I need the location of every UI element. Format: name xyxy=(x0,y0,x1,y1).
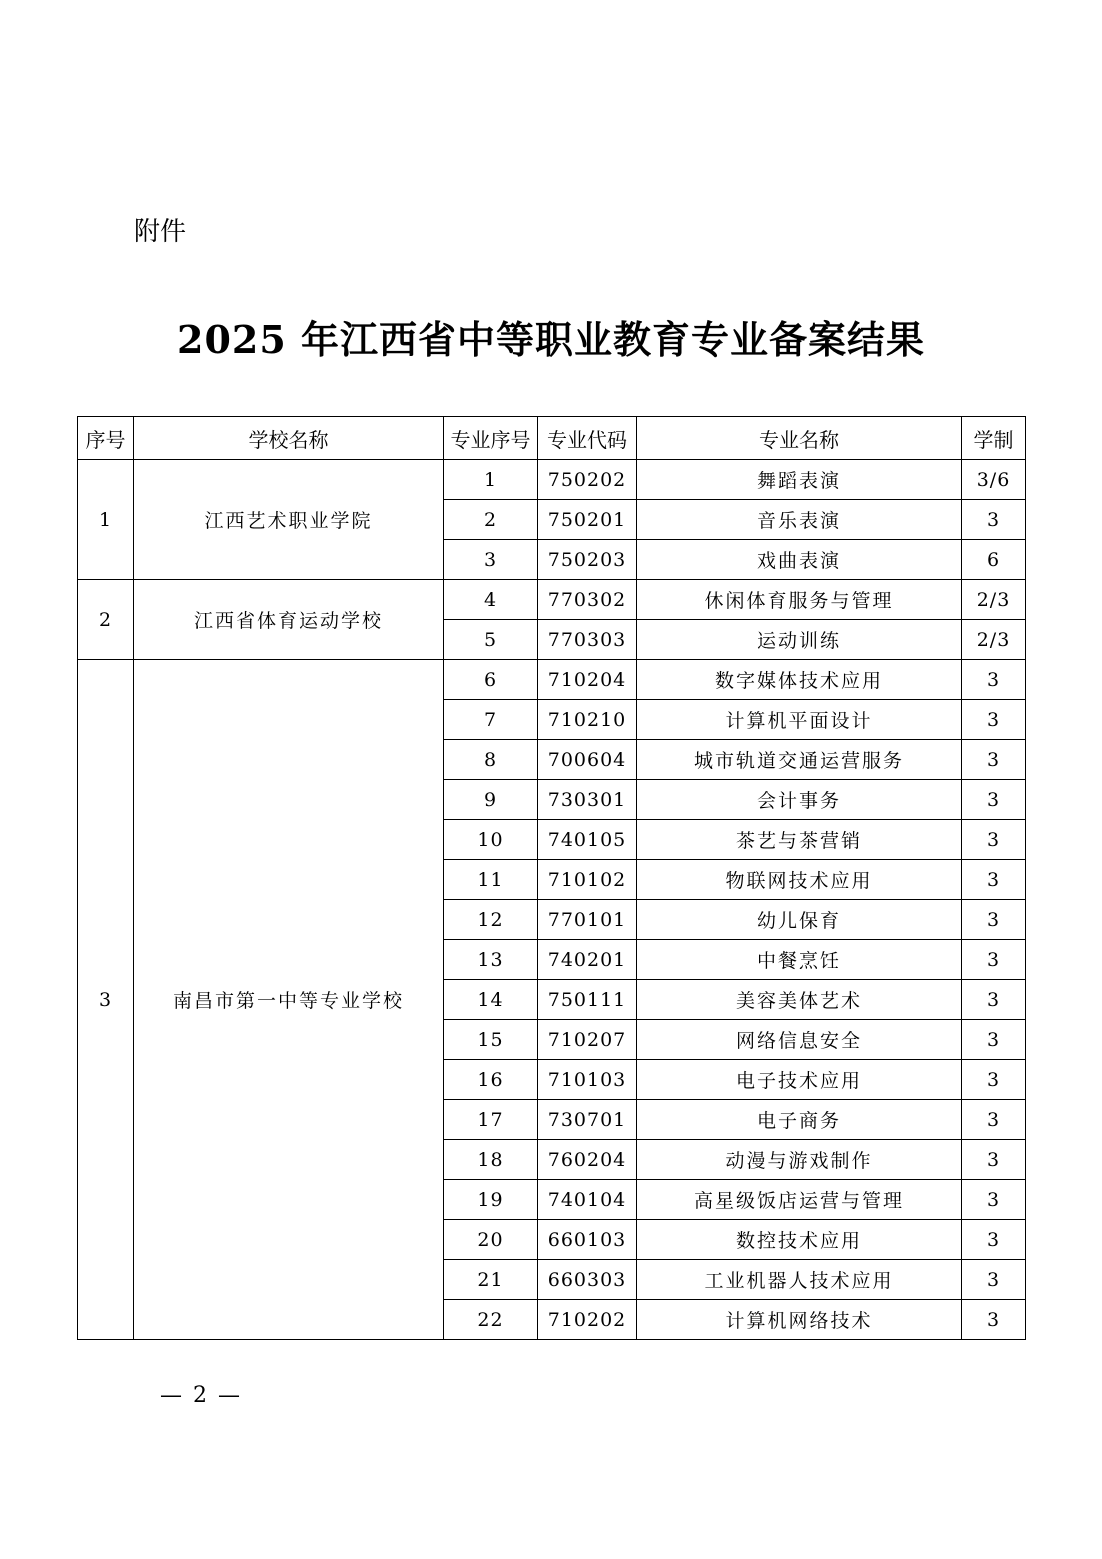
major-seq-cell: 7 xyxy=(444,700,538,740)
duration-cell: 3 xyxy=(962,740,1026,780)
major-seq-cell: 5 xyxy=(444,620,538,660)
major-name-cell: 音乐表演 xyxy=(637,500,962,540)
table-row xyxy=(78,580,1026,620)
header-duration: 学制 xyxy=(962,417,1026,460)
duration-cell: 3 xyxy=(962,660,1026,700)
table-row xyxy=(78,460,1026,500)
school-name-cell: 江西艺术职业学院 xyxy=(134,460,444,580)
major-seq-cell: 14 xyxy=(444,980,538,1020)
major-name-cell: 美容美体艺术 xyxy=(637,980,962,1020)
major-name-cell: 电子商务 xyxy=(637,1100,962,1140)
major-seq-cell: 3 xyxy=(444,540,538,580)
table-header-row xyxy=(78,417,1026,460)
attachment-label: 附件 xyxy=(134,217,187,247)
results-table xyxy=(77,416,1026,1340)
duration-cell: 3 xyxy=(962,1300,1026,1340)
duration-cell: 2/3 xyxy=(962,580,1026,620)
school-seq-cell: 1 xyxy=(78,460,134,580)
major-code-cell: 740201 xyxy=(538,940,637,980)
major-name-cell: 计算机平面设计 xyxy=(637,700,962,740)
major-seq-cell: 15 xyxy=(444,1020,538,1060)
major-code-cell: 700604 xyxy=(538,740,637,780)
header-major-seq: 专业序号 xyxy=(444,417,538,460)
duration-cell: 3 xyxy=(962,900,1026,940)
duration-cell: 3 xyxy=(962,1140,1026,1180)
page-number: — 2 — xyxy=(160,1383,242,1408)
major-name-cell: 网络信息安全 xyxy=(637,1020,962,1060)
major-name-cell: 数字媒体技术应用 xyxy=(637,660,962,700)
duration-cell: 3 xyxy=(962,780,1026,820)
major-seq-cell: 8 xyxy=(444,740,538,780)
major-name-cell: 电子技术应用 xyxy=(637,1060,962,1100)
major-seq-cell: 20 xyxy=(444,1220,538,1260)
major-code-cell: 770302 xyxy=(538,580,637,620)
header-major-code: 专业代码 xyxy=(538,417,637,460)
duration-cell: 3 xyxy=(962,700,1026,740)
header-seq: 序号 xyxy=(78,417,134,460)
major-seq-cell: 11 xyxy=(444,860,538,900)
major-code-cell: 750111 xyxy=(538,980,637,1020)
major-code-cell: 770303 xyxy=(538,620,637,660)
duration-cell: 3 xyxy=(962,980,1026,1020)
major-seq-cell: 10 xyxy=(444,820,538,860)
major-name-cell: 幼儿保育 xyxy=(637,900,962,940)
major-seq-cell: 19 xyxy=(444,1180,538,1220)
major-seq-cell: 22 xyxy=(444,1300,538,1340)
major-seq-cell: 21 xyxy=(444,1260,538,1300)
major-name-cell: 工业机器人技术应用 xyxy=(637,1260,962,1300)
major-name-cell: 中餐烹饪 xyxy=(637,940,962,980)
major-code-cell: 750201 xyxy=(538,500,637,540)
major-seq-cell: 9 xyxy=(444,780,538,820)
duration-cell: 3 xyxy=(962,940,1026,980)
major-code-cell: 770101 xyxy=(538,900,637,940)
duration-cell: 3 xyxy=(962,860,1026,900)
duration-cell: 3 xyxy=(962,1020,1026,1060)
school-seq-cell: 3 xyxy=(78,660,134,1340)
major-code-cell: 710207 xyxy=(538,1020,637,1060)
major-seq-cell: 13 xyxy=(444,940,538,980)
major-code-cell: 750203 xyxy=(538,540,637,580)
major-code-cell: 710103 xyxy=(538,1060,637,1100)
major-code-cell: 710202 xyxy=(538,1300,637,1340)
major-name-cell: 数控技术应用 xyxy=(637,1220,962,1260)
major-seq-cell: 2 xyxy=(444,500,538,540)
major-name-cell: 戏曲表演 xyxy=(637,540,962,580)
major-name-cell: 运动训练 xyxy=(637,620,962,660)
major-name-cell: 城市轨道交通运营服务 xyxy=(637,740,962,780)
school-name-cell: 江西省体育运动学校 xyxy=(134,580,444,660)
school-seq-cell: 2 xyxy=(78,580,134,660)
duration-cell: 3 xyxy=(962,1100,1026,1140)
major-name-cell: 物联网技术应用 xyxy=(637,860,962,900)
major-seq-cell: 1 xyxy=(444,460,538,500)
major-seq-cell: 16 xyxy=(444,1060,538,1100)
major-name-cell: 舞蹈表演 xyxy=(637,460,962,500)
major-code-cell: 730701 xyxy=(538,1100,637,1140)
major-code-cell: 760204 xyxy=(538,1140,637,1180)
major-code-cell: 660303 xyxy=(538,1260,637,1300)
duration-cell: 3 xyxy=(962,820,1026,860)
header-school: 学校名称 xyxy=(134,417,444,460)
major-name-cell: 会计事务 xyxy=(637,780,962,820)
duration-cell: 3 xyxy=(962,1260,1026,1300)
major-name-cell: 计算机网络技术 xyxy=(637,1300,962,1340)
duration-cell: 2/3 xyxy=(962,620,1026,660)
major-seq-cell: 18 xyxy=(444,1140,538,1180)
major-code-cell: 710102 xyxy=(538,860,637,900)
major-code-cell: 710204 xyxy=(538,660,637,700)
page-title: 2025 年江西省中等职业教育专业备案结果 xyxy=(177,317,925,362)
major-name-cell: 休闲体育服务与管理 xyxy=(637,580,962,620)
major-seq-cell: 12 xyxy=(444,900,538,940)
major-code-cell: 740105 xyxy=(538,820,637,860)
major-code-cell: 710210 xyxy=(538,700,637,740)
major-name-cell: 高星级饭店运营与管理 xyxy=(637,1180,962,1220)
duration-cell: 3/6 xyxy=(962,460,1026,500)
major-seq-cell: 4 xyxy=(444,580,538,620)
duration-cell: 3 xyxy=(962,1060,1026,1100)
major-seq-cell: 6 xyxy=(444,660,538,700)
school-name-cell: 南昌市第一中等专业学校 xyxy=(134,660,444,1340)
duration-cell: 3 xyxy=(962,500,1026,540)
major-name-cell: 动漫与游戏制作 xyxy=(637,1140,962,1180)
table-body xyxy=(78,460,1026,1340)
duration-cell: 3 xyxy=(962,1180,1026,1220)
duration-cell: 6 xyxy=(962,540,1026,580)
major-name-cell: 茶艺与茶营销 xyxy=(637,820,962,860)
major-seq-cell: 17 xyxy=(444,1100,538,1140)
major-code-cell: 660103 xyxy=(538,1220,637,1260)
major-code-cell: 730301 xyxy=(538,780,637,820)
major-code-cell: 740104 xyxy=(538,1180,637,1220)
major-code-cell: 750202 xyxy=(538,460,637,500)
header-major-name: 专业名称 xyxy=(637,417,962,460)
duration-cell: 3 xyxy=(962,1220,1026,1260)
table-row xyxy=(78,660,1026,700)
